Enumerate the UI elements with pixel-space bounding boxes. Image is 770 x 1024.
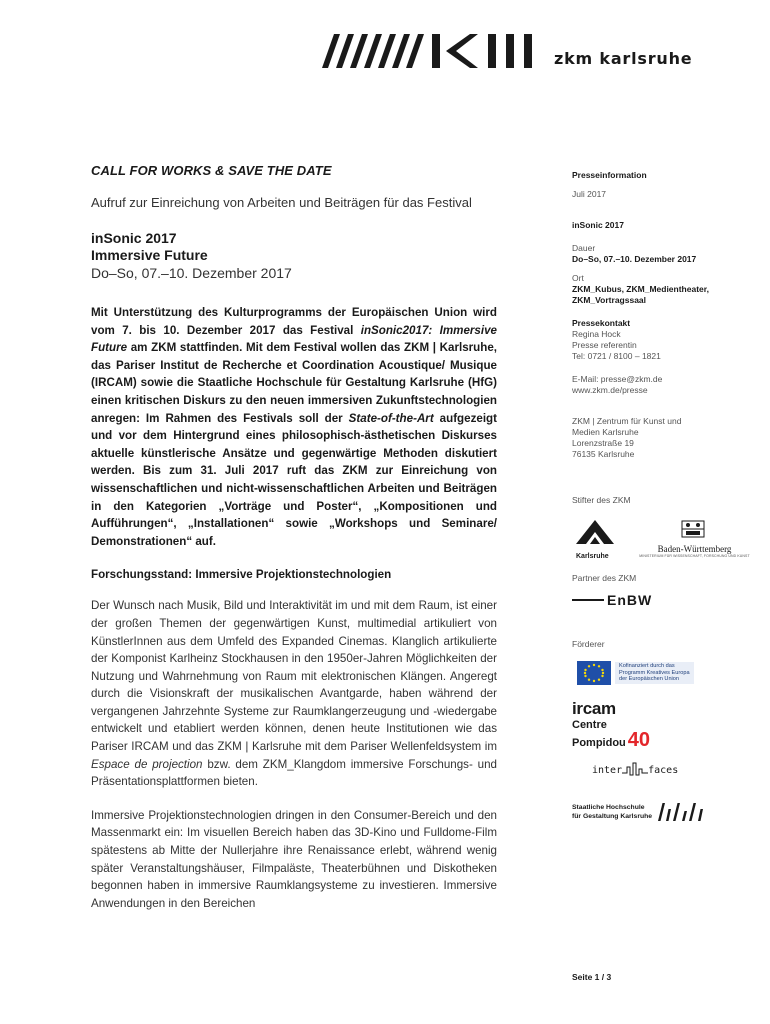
zkm-logo (322, 32, 693, 72)
lead-text-3: aufgezeigt und vor dem Hintergrund eines philosophisch-ästhetischen Diskurses aktuelle künstlerische Ansätze und gegenwärtige Methoden diskutiert werden. Bis zum 31. Juli 2017 ruft das ZKM zur Einreichung von wissenschaftlichen und nicht-wissenschaftlichen Arbeiten und Beiträgen in den Kategorien „Vorträge und Poster“, „Kompositionen und Aufführungen“, „Installationen“ sowie „Workshops und Seminare/ Demonstrationen“ auf. (91, 411, 497, 548)
enbw-logo (572, 592, 652, 608)
interfaces-logo (592, 761, 678, 779)
eu-line-3: der Europäischen Union (619, 676, 680, 683)
karlsruhe-logo (572, 518, 618, 560)
org-line-4: 76135 Karlsruhe (572, 449, 635, 459)
org-line-3: Lorenzstraße 19 (572, 438, 634, 448)
eu-flag-icon (577, 661, 611, 685)
ort-value-2: ZKM_Vortragssaal (572, 295, 647, 305)
headline: CALL FOR WORKS & SAVE THE DATE (91, 163, 332, 178)
lead-text-1: Mit Unterstützung des Kulturprogramms der Europäischen Union wird vom 7. bis 10. Dezember 2017 das Festival (91, 306, 497, 337)
sidebar-info (572, 170, 747, 460)
bw-logo-sub: MINISTERIUM FÜR WISSENSCHAFT, FORSCHUNG UND KUNST (639, 554, 750, 558)
ircam-pompidou-logo (572, 700, 650, 749)
waveform-icon (622, 761, 648, 779)
partner-label: Partner des ZKM (572, 573, 637, 583)
press-date: Juli 2017 (572, 189, 607, 199)
kontakt-email[interactable]: E-Mail: presse@zkm.de (572, 374, 663, 384)
lead-emphasis-1: inSonic2017: Immersive Future (91, 323, 497, 355)
enbw-line-icon (572, 599, 604, 601)
bw-logo (632, 520, 757, 558)
org-line-2: Medien Karlsruhe (572, 427, 639, 437)
logo-text: zkm karlsruhe (554, 49, 693, 68)
hfg-slashes-icon (656, 801, 708, 823)
stifter-label: Stifter des ZKM (572, 495, 631, 505)
enbw-logo-text: EnBW (607, 592, 653, 608)
interfaces-text-a: inter (592, 764, 623, 776)
centre-text: Centre (572, 719, 607, 731)
hfg-logo (572, 801, 708, 823)
eu-line-2: Programm Kreatives Europa (619, 669, 690, 676)
eu-line-1: Kofinanziert durch das (619, 662, 675, 669)
body-paragraph-2: Immersive Projektionstechnologien dringen in den Consumer-Bereich und den Massenmarkt ein: Im visuellen Bereich haben das 3D-Kino und Fulldome-Film spätestens ab Mitte der Nullerjahre ihre Renaissance erlebt, während wenig später Veranstaltungshäuser, Filmpaläste, Theaterbühnen und Diskotheken begonnen haben in immersive Raumklangsysteme zu investieren. Immersive Anwendungen in den Bereichen (91, 808, 497, 910)
para1-text-a: Der Wunsch nach Musik, Bild und Interaktivität im und mit dem Raum, ist einer der großen Themen der gegenwärtigen Kunst, multimedial artikuliert von KünstlerInnen aus dem Umfeld des Expanded Cinemas. Klanglich artikulierte der Komponist Karlheinz Stockhausen in den 1950er-Jahren Möglichkeiten der Nutzung und Wahrnehmung von Raum mit elektronischen Klängen. Angeregt durch die Visionskraft der musikalischen Avantgarde, haben während der vergangenen Jahrzehnte Systeme zur Raumklangerzeugung und -wiedergabe entwickelt und etabliert werden können, denen heute Institutionen wie das Pariser IRCAM und das ZKM | Karlsruhe mit dem Pariser Wellenfeldsystem im (91, 599, 497, 754)
bw-logo-text: Baden-Württemberg (657, 544, 732, 554)
pompidou-text: Pompidou (572, 737, 626, 749)
org-line-1: ZKM | Zentrum für Kunst und (572, 416, 682, 426)
hfg-line-2: für Gestaltung Karlsruhe (572, 813, 653, 820)
karlsruhe-logo-mark (572, 518, 618, 558)
page-number: Seite 1 / 3 (572, 972, 612, 982)
kontakt-web[interactable]: www.zkm.de/presse (572, 385, 648, 395)
section-title: Forschungsstand: Immersive Projektionstechnologien (91, 568, 392, 582)
foerderer-label: Förderer (572, 639, 605, 649)
body-paragraph-1 (91, 597, 497, 791)
lead-paragraph (91, 304, 497, 550)
festival-date: Do–So, 07.–10. Dezember 2017 (91, 265, 292, 281)
dauer-label: Dauer (572, 243, 596, 253)
festival-subtitle: Immersive Future (91, 247, 208, 263)
pompidou-40-text: 40 (627, 729, 651, 751)
hfg-text (572, 803, 652, 821)
subhead: Aufruf zur Einreichung von Arbeiten und Beiträgen für das Festival (91, 195, 472, 210)
eu-creative-europe-logo (577, 661, 694, 685)
para1-text-b: bzw. dem ZKM_Klangdom immersive Forschungs- und Präsentationsplattformen bieten. (91, 757, 497, 789)
kontakt-name: Regina Hock (572, 329, 621, 339)
main-content (91, 163, 497, 912)
ort-label: Ort (572, 273, 584, 283)
lead-emphasis-2: State-of-the-Art (348, 411, 434, 425)
kontakt-label: Pressekontakt (572, 318, 631, 328)
ircam-text: ircam (572, 699, 616, 718)
presseinformation-label: Presseinformation (572, 170, 647, 180)
dauer-value: Do–So, 07.–10. Dezember 2017 (572, 254, 697, 264)
kontakt-role: Presse referentin (572, 340, 637, 350)
karlsruhe-logo-text: Karlsruhe (576, 553, 609, 560)
festival-name: inSonic 2017 (91, 230, 177, 246)
kontakt-tel: Tel: 0721 / 8100 – 1821 (572, 351, 661, 361)
sidebar-event: inSonic 2017 (572, 220, 624, 230)
bw-crest-icon (632, 520, 757, 538)
hfg-line-1: Staatliche Hochschule (572, 804, 645, 811)
eu-logo-text (615, 662, 694, 684)
zkm-logo-mark (322, 32, 550, 72)
lead-text-2: am ZKM stattfinden. Mit dem Festival wollen das ZKM | Karlsruhe, das Pariser Institut de Recherche et Coordination Acoustique/ Musique (IRCAM) sowie die Staatliche Hochschule für Gestaltung Karlsruhe (HfG) einen kritischen Diskurs zu den neuen immersiven Zukunftstechnologien anregen: Im Rahmen des Festivals soll der (91, 341, 497, 425)
ort-value-1: ZKM_Kubus, ZKM_Medientheater, (572, 284, 709, 294)
para1-emphasis: Espace de projection (91, 757, 203, 771)
interfaces-text-b: faces (648, 764, 679, 776)
